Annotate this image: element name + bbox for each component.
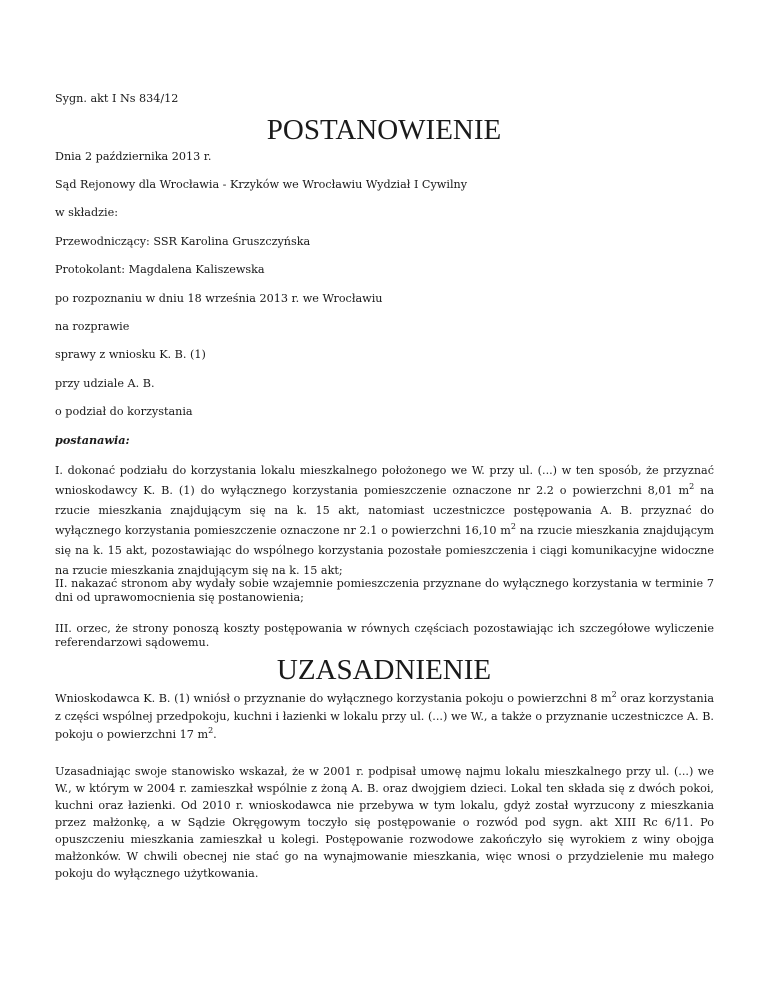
case-applicant: sprawy z wniosku K. B. (1) — [55, 348, 206, 361]
court-clerk: Protokolant: Magdalena Kaliszewska — [55, 263, 265, 276]
justification-paragraph-1-part-b: oraz korzystania z części wspólnej przedpokoju, kuchni i łazienki w lokalu przy ul. (...) we W., a także o przyznanie uczestniczce A. B. pokoju o powierzchni 17 m — [55, 692, 714, 741]
session-type: na rozprawie — [55, 320, 130, 333]
ruling-point-1-part-b: na rzucie mieszkania znajdującym się na k. 15 akt, natomiast uczestniczce postępowania A. B. przyznać do wyłącznego korzystania pomieszczenie oznaczone nr 2.1 o powierzchni 16,10 m — [55, 484, 714, 537]
ruling-point-3: III. orzec, że strony ponoszą koszty postępowania w równych częściach pozostawiając ich szczegółowe wyliczenie referendarzowi sądowemu. — [55, 622, 714, 649]
ruling-point-1-sup-2: 2 — [510, 522, 516, 531]
case-number: Sygn. akt I Ns 834/12 — [55, 92, 179, 105]
case-participant: przy udziale A. B. — [55, 377, 155, 390]
ruling-point-1 — [55, 461, 714, 581]
justification-paragraph-1-part-c: . — [213, 728, 217, 741]
ruling-point-1-sup-1: 2 — [689, 482, 695, 491]
composition-label: w składzie: — [55, 206, 118, 219]
justification-paragraph-1-sup-1: 2 — [611, 690, 617, 699]
court-name: Sąd Rejonowy dla Wrocławia - Krzyków we Wrocławiu Wydział I Cywilny — [55, 178, 468, 191]
justification-paragraph-1-part-a: Wnioskodawca K. B. (1) wniósł o przyznanie do wyłącznego korzystania pokoju o powierzchni 8 m — [55, 692, 612, 705]
justification-paragraph-2: Uzasadniając swoje stanowisko wskazał, że w 2001 r. podpisał umowę najmu lokalu mieszkalnego przy ul. (...) we W., w którym w 2004 r. zamieszkał wspólnie z żoną A. B. oraz dwojgiem dzieci. Lokal ten składa się z dwóch pokoi, kuchni oraz łazienki. Od 2010 r. wnioskodawca nie przebywa w tym lokalu, gdyż został wyrzucony z mieszkania przez małżonkę, a w Sądzie Okręgowym toczyło się postępowanie o rozwód pod sygn. akt XIII Rc 6/11. Po opuszczeniu mieszkania zamieszkał u kolegi. Postępowanie rozwodowe zakończyło się wyrokiem z winy obojga małżonków. W chwili obecnej nie stać go na wynajmowanie mieszkania, więc wnosi o przydzielenie mu małego pokoju do wyłącznego użytkowania. — [55, 765, 714, 880]
ruling-point-2: II. nakazać stronom aby wydały sobie wzajemnie pomieszczenia przyznane do wyłącznego korzystania w terminie 7 dni od uprawomocnienia się postanowienia; — [55, 577, 714, 604]
presiding-judge: Przewodniczący: SSR Karolina Gruszczyńska — [55, 235, 311, 248]
ruling-date: Dnia 2 października 2013 r. — [55, 150, 212, 163]
case-subject: o podział do korzystania — [55, 405, 193, 418]
justification-title: UZASADNIENIE — [276, 654, 492, 686]
justification-paragraph-1 — [55, 690, 714, 744]
ruling-heading: postanawia: — [55, 433, 130, 447]
hearing-date: po rozpoznaniu w dniu 18 września 2013 r. we Wrocławiu — [55, 292, 383, 305]
document-title: POSTANOWIENIE — [266, 114, 502, 146]
ruling-point-1-part-c: na rzucie mieszkania znajdującym się na k. 15 akt, pozostawiając do wspólnego korzystania pozostałe pomieszczenia i ciągi komunikacyjne widoczne na rzucie mieszkania znajdującym się na k. 15 akt; — [55, 524, 715, 577]
justification-paragraph-1-sup-2: 2 — [208, 726, 214, 735]
ruling-point-1-part-a: I. dokonać podziału do korzystania lokalu mieszkalnego położonego we W. przy ul. (...) w ten sposób, że przyznać wnioskodawcy K. B. (1) do wyłącznego korzystania pomieszczenie oznaczone nr 2.2 o powierzchni 8,01 m — [55, 464, 714, 497]
